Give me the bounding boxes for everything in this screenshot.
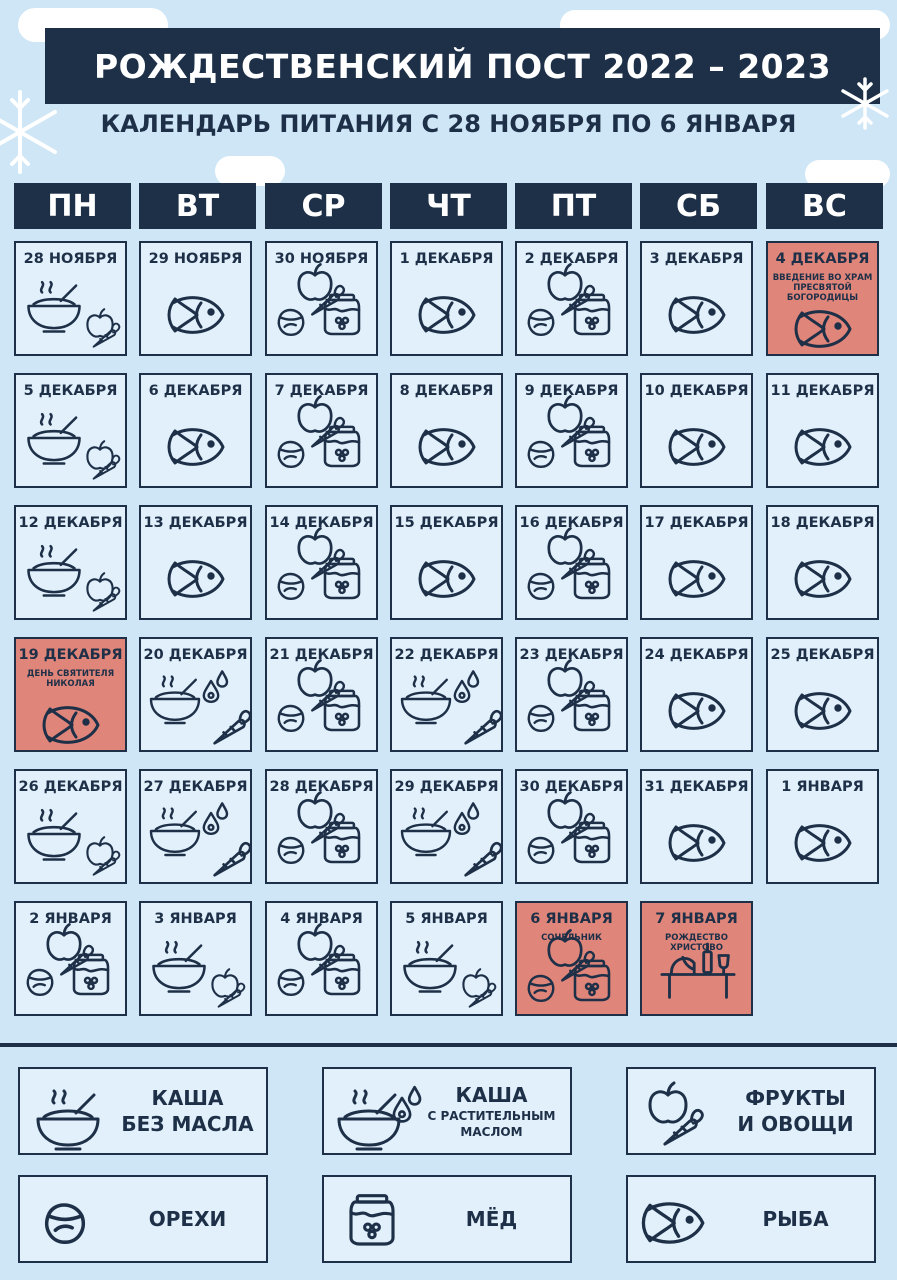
legend-item — [626, 1067, 876, 1155]
calendar-day — [14, 637, 127, 752]
calendar-day — [265, 505, 378, 620]
porridge-icon — [20, 1069, 130, 1157]
day-date: 2 ДЕКАБРЯ — [524, 251, 619, 267]
calendar-day — [515, 769, 628, 884]
day-date: 17 ДЕКАБРЯ — [644, 515, 749, 531]
calendar-day — [139, 505, 252, 620]
calendar-day — [640, 373, 753, 488]
day-date: 3 ДЕКАБРЯ — [649, 251, 744, 267]
calendar-day — [139, 241, 252, 356]
day-date: 1 ЯНВАРЯ — [781, 779, 864, 795]
legend-label: КАША — [151, 1086, 224, 1110]
day-date: 5 ЯНВАРЯ — [405, 911, 488, 927]
calendar-day — [515, 373, 628, 488]
legend-item — [322, 1175, 572, 1263]
day-date: 14 ДЕКАБРЯ — [269, 515, 374, 531]
weekday-header: ПН — [14, 183, 131, 229]
calendar-day — [390, 637, 503, 752]
calendar-day — [265, 373, 378, 488]
day-date: 11 ДЕКАБРЯ — [770, 383, 875, 399]
legend-sublabel: И ОВОЩИ — [737, 1112, 854, 1136]
legend-label: РЫБА — [762, 1207, 829, 1231]
weekday-header: ВТ — [139, 183, 256, 229]
legend-label: МЁД — [465, 1207, 518, 1231]
calendar-day — [766, 241, 879, 356]
calendar-day — [139, 769, 252, 884]
nut-icon — [20, 1177, 130, 1265]
calendar-day — [640, 637, 753, 752]
fruit-icon — [628, 1069, 738, 1157]
calendar-day — [265, 241, 378, 356]
day-date: 15 ДЕКАБРЯ — [394, 515, 499, 531]
calendar-day — [139, 637, 252, 752]
porridge-oil-icon — [324, 1069, 434, 1157]
page-title: РОЖДЕСТВЕНСКИЙ ПОСТ 2022 – 2023 — [45, 28, 880, 104]
day-date: 19 ДЕКАБРЯ — [18, 647, 123, 663]
day-date: 16 ДЕКАБРЯ — [519, 515, 624, 531]
snow-cap — [215, 156, 285, 186]
legend-label: ФРУКТЫ — [745, 1086, 846, 1110]
legend-item — [18, 1175, 268, 1263]
calendar-day — [766, 505, 879, 620]
calendar-day — [265, 637, 378, 752]
legend-label: КАША — [455, 1083, 528, 1107]
day-date: 5 ДЕКАБРЯ — [23, 383, 118, 399]
day-date: 12 ДЕКАБРЯ — [18, 515, 123, 531]
calendar-day — [390, 241, 503, 356]
calendar-day — [14, 505, 127, 620]
day-date: 24 ДЕКАБРЯ — [644, 647, 749, 663]
day-date: 7 ЯНВАРЯ — [655, 911, 738, 927]
calendar-day — [515, 505, 628, 620]
calendar-day — [640, 769, 753, 884]
calendar-day — [139, 373, 252, 488]
calendar-day — [390, 901, 503, 1016]
legend-sublabel: БЕЗ МАСЛА — [121, 1112, 254, 1136]
calendar-day — [515, 241, 628, 356]
holiday-note: СОЧЕЛЬНИК — [541, 933, 602, 943]
weekday-header: ВС — [766, 183, 883, 229]
legend-item — [18, 1067, 268, 1155]
holiday-note: ДЕНЬ СВЯТИТЕЛЯ НИКОЛАЯ — [26, 669, 115, 689]
legend-sublabel: С РАСТИТЕЛЬНЫМ МАСЛОМ — [427, 1109, 556, 1139]
fish-icon — [628, 1177, 738, 1265]
day-date: 25 ДЕКАБРЯ — [770, 647, 875, 663]
calendar-day — [14, 769, 127, 884]
calendar-day — [766, 373, 879, 488]
holiday-note: ВВЕДЕНИЕ ВО ХРАМ ПРЕСВЯТОЙ БОГОРОДИЦЫ — [772, 273, 873, 303]
day-date: 22 ДЕКАБРЯ — [394, 647, 499, 663]
calendar-day — [139, 901, 252, 1016]
calendar-day — [640, 241, 753, 356]
day-date: 4 ДЕКАБРЯ — [775, 251, 870, 267]
day-date: 28 ДЕКАБРЯ — [269, 779, 374, 795]
calendar-day — [766, 637, 879, 752]
calendar-day — [515, 637, 628, 752]
day-date: 20 ДЕКАБРЯ — [143, 647, 248, 663]
weekday-header: ПТ — [515, 183, 632, 229]
day-date: 3 ЯНВАРЯ — [154, 911, 237, 927]
calendar-day — [766, 769, 879, 884]
calendar-day — [640, 901, 753, 1016]
legend-label: ОРЕХИ — [148, 1207, 227, 1231]
calendar-day — [265, 769, 378, 884]
day-date: 21 ДЕКАБРЯ — [269, 647, 374, 663]
day-date: 30 НОЯБРЯ — [274, 251, 369, 267]
calendar-day — [14, 241, 127, 356]
day-date: 8 ДЕКАБРЯ — [399, 383, 494, 399]
day-date: 13 ДЕКАБРЯ — [143, 515, 248, 531]
legend-item — [322, 1067, 572, 1155]
day-date: 2 ЯНВАРЯ — [29, 911, 112, 927]
holiday-note: РОЖДЕСТВО ХРИСТОВО — [665, 933, 728, 953]
divider — [0, 1043, 897, 1047]
day-date: 26 ДЕКАБРЯ — [18, 779, 123, 795]
day-date: 28 НОЯБРЯ — [23, 251, 118, 267]
day-date: 4 ЯНВАРЯ — [280, 911, 363, 927]
day-date: 31 ДЕКАБРЯ — [644, 779, 749, 795]
day-date: 27 ДЕКАБРЯ — [143, 779, 248, 795]
day-date: 6 ЯНВАРЯ — [530, 911, 613, 927]
day-date: 9 ДЕКАБРЯ — [524, 383, 619, 399]
day-date: 6 ДЕКАБРЯ — [148, 383, 243, 399]
calendar-day — [14, 901, 127, 1016]
calendar-day — [515, 901, 628, 1016]
calendar-day — [265, 901, 378, 1016]
weekday-header: СР — [265, 183, 382, 229]
calendar-day — [390, 505, 503, 620]
day-date: 29 ДЕКАБРЯ — [394, 779, 499, 795]
honey-icon — [324, 1177, 434, 1265]
calendar-day — [640, 505, 753, 620]
day-date: 23 ДЕКАБРЯ — [519, 647, 624, 663]
calendar-day — [14, 373, 127, 488]
day-date: 7 ДЕКАБРЯ — [274, 383, 369, 399]
legend-item — [626, 1175, 876, 1263]
page-subtitle: КАЛЕНДАРЬ ПИТАНИЯ С 28 НОЯБРЯ ПО 6 ЯНВАРЯ — [100, 110, 797, 138]
day-date: 30 ДЕКАБРЯ — [519, 779, 624, 795]
day-date: 29 НОЯБРЯ — [148, 251, 243, 267]
weekday-header: СБ — [640, 183, 757, 229]
day-date: 18 ДЕКАБРЯ — [770, 515, 875, 531]
day-date: 1 ДЕКАБРЯ — [399, 251, 494, 267]
weekday-header: ЧТ — [390, 183, 507, 229]
calendar-day — [390, 769, 503, 884]
calendar-day — [390, 373, 503, 488]
day-date: 10 ДЕКАБРЯ — [644, 383, 749, 399]
